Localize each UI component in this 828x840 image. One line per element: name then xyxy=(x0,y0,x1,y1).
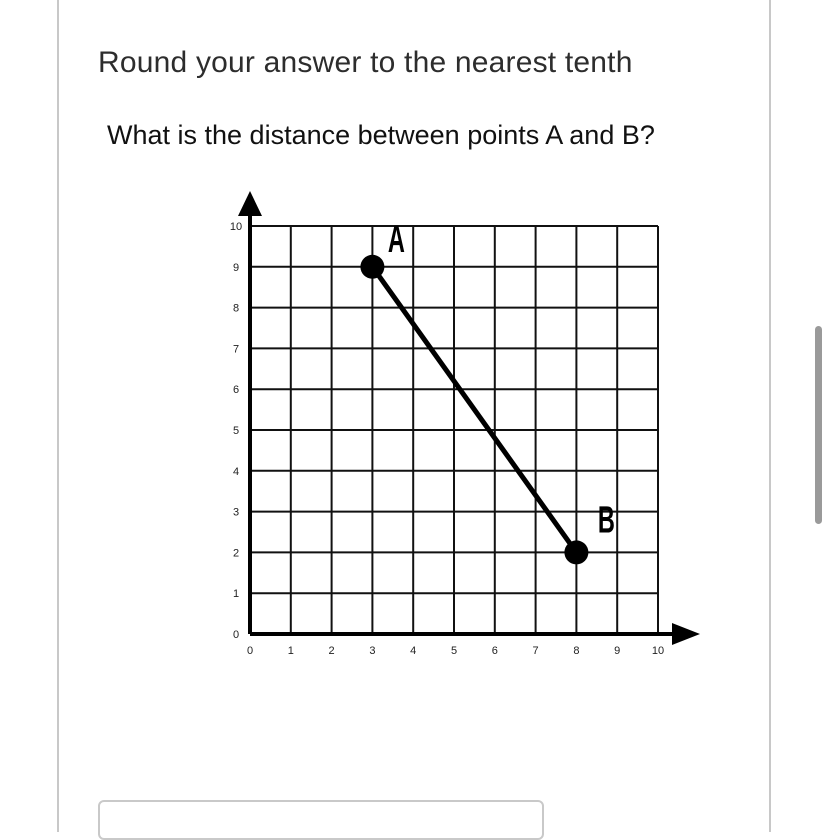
x-tick-label: 0 xyxy=(246,645,254,657)
x-tick-label: 4 xyxy=(410,645,417,657)
y-tick-label: 2 xyxy=(232,547,240,560)
x-tick-label: 1 xyxy=(287,645,294,657)
x-tick-label: 7 xyxy=(532,645,539,657)
point-a xyxy=(360,255,384,279)
coordinate-plane-figure xyxy=(215,185,705,665)
x-tick-label: 2 xyxy=(328,645,335,657)
answer-input[interactable] xyxy=(98,800,544,840)
x-tick-label: 3 xyxy=(369,645,376,657)
y-tick-label: 7 xyxy=(232,343,240,356)
y-tick-label: 5 xyxy=(232,425,240,437)
x-tick-label: 6 xyxy=(491,645,498,657)
instruction-text: Round your answer to the nearest tenth xyxy=(98,46,633,79)
point-label-b: B xyxy=(597,497,615,541)
segment-ab xyxy=(372,267,576,553)
y-axis-arrow-icon xyxy=(238,191,262,216)
y-tick-label: 8 xyxy=(232,302,240,315)
y-tick-label: 4 xyxy=(232,465,240,478)
y-tick-label: 6 xyxy=(232,384,240,397)
y-tick-label: 1 xyxy=(232,588,240,601)
x-axis-arrow-icon xyxy=(672,623,700,645)
scrollbar-thumb[interactable] xyxy=(815,326,822,524)
y-tick-label: 3 xyxy=(232,506,240,519)
coordinate-plane xyxy=(215,185,705,665)
y-tick-label: 0 xyxy=(232,629,240,641)
x-tick-label: 8 xyxy=(573,645,580,657)
question-text: What is the distance between points A and B? xyxy=(107,120,655,150)
y-tick-label: 10 xyxy=(229,221,243,233)
x-tick-label: 10 xyxy=(651,645,665,657)
x-tick-label: 5 xyxy=(450,645,458,657)
point-b xyxy=(564,540,588,564)
y-tick-label: 9 xyxy=(232,261,240,274)
point-label-a: A xyxy=(387,216,405,261)
x-tick-label: 9 xyxy=(614,645,621,657)
